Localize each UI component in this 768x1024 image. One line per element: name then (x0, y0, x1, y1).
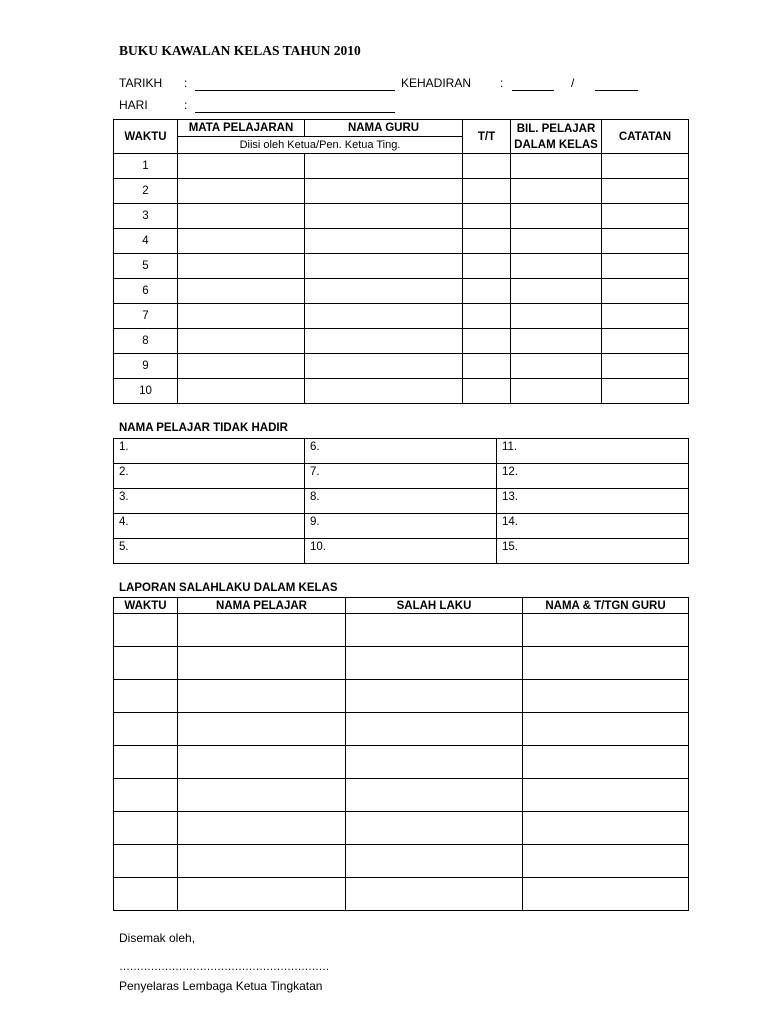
misconduct-salah-laku-cell[interactable] (346, 713, 523, 746)
misconduct-heading: LAPORAN SALAHLAKU DALAM KELAS (119, 582, 338, 594)
misconduct-header-waktu: WAKTU (114, 598, 178, 614)
tt-cell[interactable] (463, 229, 511, 254)
nama-guru-cell[interactable] (305, 304, 463, 329)
table-row (114, 845, 689, 878)
misconduct-header-nama-guru: NAMA & T/TGN GURU (523, 598, 689, 614)
absent-student-cell[interactable]: 5. (114, 539, 305, 564)
absent-student-cell[interactable]: 4. (114, 514, 305, 539)
misconduct-salah-laku-cell[interactable] (346, 812, 523, 845)
catatan-cell[interactable] (602, 204, 689, 229)
nama-guru-cell[interactable] (305, 229, 463, 254)
bil-pelajar-cell[interactable] (511, 354, 602, 379)
table-row (114, 204, 689, 229)
tt-cell[interactable] (463, 154, 511, 179)
mata-pelajaran-cell[interactable] (178, 229, 305, 254)
misconduct-header-nama-pelajar: NAMA PELAJAR (178, 598, 346, 614)
absent-heading: NAMA PELAJAR TIDAK HADIR (119, 422, 288, 434)
misconduct-header-salah-laku: SALAH LAKU (346, 598, 523, 614)
absent-student-cell[interactable]: 2. (114, 464, 305, 489)
misconduct-table (113, 597, 689, 911)
bil-pelajar-cell[interactable] (511, 304, 602, 329)
mata-pelajaran-cell[interactable] (178, 154, 305, 179)
table-row (114, 647, 689, 680)
misconduct-waktu-cell[interactable] (114, 779, 178, 812)
header-mata-pelajaran: MATA PELAJARAN (178, 120, 305, 137)
misconduct-nama-pelajar-cell[interactable] (178, 878, 346, 911)
misconduct-salah-laku-cell[interactable] (346, 647, 523, 680)
tarikh-colon: : (184, 76, 188, 90)
table-row (114, 229, 689, 254)
misconduct-waktu-cell[interactable] (114, 812, 178, 845)
misconduct-nama-pelajar-cell[interactable] (178, 647, 346, 680)
bil-pelajar-cell[interactable] (511, 154, 602, 179)
misconduct-nama-guru-cell[interactable] (523, 746, 689, 779)
catatan-cell[interactable] (602, 379, 689, 404)
table-row (114, 154, 689, 179)
misconduct-salah-laku-cell[interactable] (346, 878, 523, 911)
class-control-table (113, 119, 689, 404)
table-row (114, 878, 689, 911)
tt-cell[interactable] (463, 204, 511, 229)
nama-guru-cell[interactable] (305, 354, 463, 379)
misconduct-nama-pelajar-cell[interactable] (178, 779, 346, 812)
misconduct-nama-pelajar-cell[interactable] (178, 680, 346, 713)
table-row (114, 379, 689, 404)
nama-guru-cell[interactable] (305, 254, 463, 279)
tt-cell[interactable] (463, 329, 511, 354)
catatan-cell[interactable] (602, 154, 689, 179)
table-row (114, 254, 689, 279)
catatan-cell[interactable] (602, 304, 689, 329)
misconduct-salah-laku-cell[interactable] (346, 614, 523, 647)
period-number: 8 (114, 329, 178, 354)
hari-colon: : (184, 98, 188, 112)
tt-cell[interactable] (463, 304, 511, 329)
period-number: 2 (114, 179, 178, 204)
mata-pelajaran-cell[interactable] (178, 304, 305, 329)
table-row (114, 680, 689, 713)
misconduct-nama-guru-cell[interactable] (523, 878, 689, 911)
tt-cell[interactable] (463, 254, 511, 279)
table-row (114, 354, 689, 379)
period-number: 9 (114, 354, 178, 379)
hari-field[interactable] (195, 112, 395, 113)
misconduct-waktu-cell[interactable] (114, 680, 178, 713)
misconduct-waktu-cell[interactable] (114, 614, 178, 647)
kehadiran-label: KEHADIRAN (401, 76, 472, 90)
bil-pelajar-cell[interactable] (511, 379, 602, 404)
penyelaras-label: Penyelaras Lembaga Ketua Tingkatan (119, 979, 323, 993)
document-title: BUKU KAWALAN KELAS TAHUN 2010 (119, 43, 361, 58)
nama-guru-cell[interactable] (305, 204, 463, 229)
absent-student-cell[interactable]: 3. (114, 489, 305, 514)
signature-line: …………………………………………………… (119, 961, 329, 973)
misconduct-nama-pelajar-cell[interactable] (178, 713, 346, 746)
disemak-label: Disemak oleh, (119, 931, 196, 945)
misconduct-salah-laku-cell[interactable] (346, 746, 523, 779)
misconduct-waktu-cell[interactable] (114, 713, 178, 746)
nama-guru-cell[interactable] (305, 154, 463, 179)
table-row (114, 812, 689, 845)
catatan-cell[interactable] (602, 179, 689, 204)
header-catatan: CATATAN (602, 120, 689, 154)
kehadiran-slash: / (571, 76, 575, 90)
table-row (114, 539, 689, 564)
table-row (114, 439, 689, 464)
table-row (114, 746, 689, 779)
tt-cell[interactable] (463, 354, 511, 379)
tarikh-label: TARIKH (119, 76, 163, 90)
misconduct-salah-laku-cell[interactable] (346, 680, 523, 713)
misconduct-nama-pelajar-cell[interactable] (178, 746, 346, 779)
misconduct-nama-guru-cell[interactable] (523, 680, 689, 713)
absent-students-table (113, 438, 689, 564)
misconduct-salah-laku-cell[interactable] (346, 779, 523, 812)
table-row (114, 779, 689, 812)
absent-student-cell[interactable]: 8. (305, 489, 497, 514)
catatan-cell[interactable] (602, 329, 689, 354)
hari-label: HARI (119, 98, 148, 112)
bil-pelajar-cell[interactable] (511, 254, 602, 279)
absent-student-cell[interactable]: 13. (497, 489, 689, 514)
period-number: 5 (114, 254, 178, 279)
misconduct-nama-pelajar-cell[interactable] (178, 614, 346, 647)
period-number: 7 (114, 304, 178, 329)
header-diisi-note: Diisi oleh Ketua/Pen. Ketua Ting. (178, 137, 463, 154)
table-row (114, 179, 689, 204)
table-row (114, 713, 689, 746)
misconduct-nama-guru-cell[interactable] (523, 845, 689, 878)
mata-pelajaran-cell[interactable] (178, 379, 305, 404)
mata-pelajaran-cell[interactable] (178, 329, 305, 354)
table-row (114, 489, 689, 514)
catatan-cell[interactable] (602, 354, 689, 379)
period-number: 1 (114, 154, 178, 179)
mata-pelajaran-cell[interactable] (178, 204, 305, 229)
nama-guru-cell[interactable] (305, 379, 463, 404)
header-bil-pelajar: BIL. PELAJAR DALAM KELAS (511, 120, 602, 154)
misconduct-nama-pelajar-cell[interactable] (178, 845, 346, 878)
absent-student-cell[interactable]: 11. (497, 439, 689, 464)
mata-pelajaran-cell[interactable] (178, 179, 305, 204)
absent-student-cell[interactable]: 1. (114, 439, 305, 464)
catatan-cell[interactable] (602, 229, 689, 254)
nama-guru-cell[interactable] (305, 329, 463, 354)
table-row (114, 279, 689, 304)
table-row (114, 464, 689, 489)
table-row (114, 514, 689, 539)
absent-student-cell[interactable]: 6. (305, 439, 497, 464)
bil-pelajar-cell[interactable] (511, 279, 602, 304)
period-number: 4 (114, 229, 178, 254)
mata-pelajaran-cell[interactable] (178, 354, 305, 379)
absent-student-cell[interactable]: 9. (305, 514, 497, 539)
misconduct-waktu-cell[interactable] (114, 746, 178, 779)
table-row (114, 329, 689, 354)
absent-student-cell[interactable]: 7. (305, 464, 497, 489)
header-tt: T/T (463, 120, 511, 154)
misconduct-waktu-cell[interactable] (114, 878, 178, 911)
nama-guru-cell[interactable] (305, 179, 463, 204)
nama-guru-cell[interactable] (305, 279, 463, 304)
bil-pelajar-cell[interactable] (511, 329, 602, 354)
absent-student-cell[interactable]: 12. (497, 464, 689, 489)
absent-student-cell[interactable]: 10. (305, 539, 497, 564)
mata-pelajaran-cell[interactable] (178, 254, 305, 279)
table-row (114, 614, 689, 647)
misconduct-waktu-cell[interactable] (114, 845, 178, 878)
bil-pelajar-cell[interactable] (511, 179, 602, 204)
misconduct-nama-guru-cell[interactable] (523, 812, 689, 845)
misconduct-nama-guru-cell[interactable] (523, 614, 689, 647)
tt-cell[interactable] (463, 279, 511, 304)
table-row (114, 304, 689, 329)
kehadiran-colon: : (500, 76, 504, 90)
bil-pelajar-cell[interactable] (511, 229, 602, 254)
misconduct-nama-guru-cell[interactable] (523, 713, 689, 746)
period-number: 6 (114, 279, 178, 304)
tt-cell[interactable] (463, 179, 511, 204)
tarikh-field[interactable] (195, 90, 395, 91)
catatan-cell[interactable] (602, 254, 689, 279)
absent-student-cell[interactable]: 15. (497, 539, 689, 564)
misconduct-nama-pelajar-cell[interactable] (178, 812, 346, 845)
absent-student-cell[interactable]: 14. (497, 514, 689, 539)
bil-pelajar-cell[interactable] (511, 204, 602, 229)
tt-cell[interactable] (463, 379, 511, 404)
catatan-cell[interactable] (602, 279, 689, 304)
period-number: 3 (114, 204, 178, 229)
period-number: 10 (114, 379, 178, 404)
header-waktu: WAKTU (114, 120, 178, 154)
kehadiran-present-field[interactable] (512, 90, 554, 91)
misconduct-nama-guru-cell[interactable] (523, 779, 689, 812)
misconduct-waktu-cell[interactable] (114, 647, 178, 680)
misconduct-salah-laku-cell[interactable] (346, 845, 523, 878)
misconduct-nama-guru-cell[interactable] (523, 647, 689, 680)
header-nama-guru: NAMA GURU (305, 120, 463, 137)
kehadiran-total-field[interactable] (595, 90, 638, 91)
mata-pelajaran-cell[interactable] (178, 279, 305, 304)
